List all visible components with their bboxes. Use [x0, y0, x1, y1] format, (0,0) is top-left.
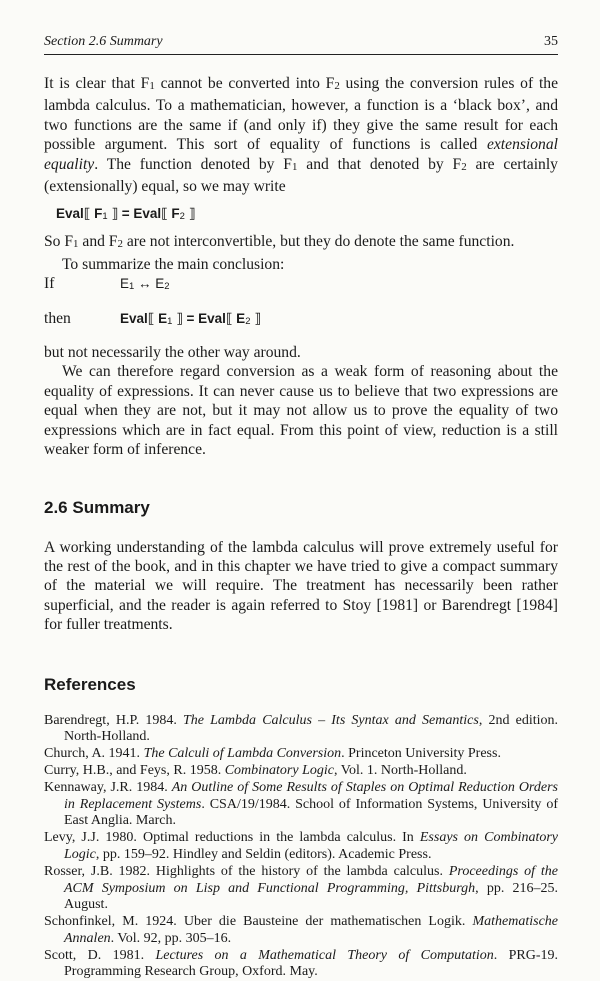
ref-author: Kennaway, J.R. 1984.	[44, 779, 172, 795]
text-span: using the conversion rules of the lambda calculus. To a mathematician, however, a function is a ‘black box’, and two functions are the same if (and only if) they give the same result for each possible argument. This sort of equality of functions is called	[44, 75, 558, 154]
ref-details: . Vol. 92, pp. 305–16.	[110, 930, 232, 946]
ref-title: Essays on Combinatory Logic	[64, 830, 559, 862]
ref-author: Church, A. 1941.	[44, 746, 144, 762]
page-body	[44, 74, 558, 981]
text-span: It is clear that F	[44, 75, 150, 92]
reference-item	[44, 780, 558, 830]
subscript: 2	[461, 160, 467, 173]
reference-item	[44, 948, 558, 981]
subscript: 1	[149, 80, 155, 92]
ref-details: , 2nd edition. North-Holland.	[64, 712, 558, 745]
summary-paragraph: A working understanding of the lambda calculus will prove extremely useful for the rest of the book, and in this chapter we have tried to give a compact summary of the material we will require. The treatment has necessarily been rather superficial, and the reader is again referred to Stoy [1981] or Barendregt [1984] for fuller treatments.	[44, 538, 558, 634]
ref-title: The Calculi of Lambda Conversion	[143, 746, 342, 762]
reference-item	[44, 713, 558, 747]
ref-title: Lectures on a Mathematical Theory of Computation	[155, 947, 494, 963]
if-label: If	[44, 275, 55, 293]
subscript: 2	[179, 211, 185, 223]
ref-author: Barendregt, H.P. 1984.	[44, 712, 183, 728]
running-header	[44, 34, 558, 55]
eq-part: ⟧ = Eval⟦ F	[107, 206, 180, 222]
eq-part: Eval⟦ E	[120, 310, 168, 326]
paragraph-summarize: To summarize the main conclusion:	[62, 255, 285, 273]
ref-details: , Vol. 1. North-Holland.	[333, 762, 467, 778]
ref-title: Mathematische Annalen	[64, 914, 558, 946]
eq-part: E	[120, 276, 130, 292]
reference-item	[44, 830, 558, 864]
ref-details: , pp. 216–25. August.	[64, 880, 558, 913]
then-expression	[120, 309, 261, 331]
eq-part: ⟧ = Eval⟦ E	[172, 310, 246, 326]
subscript: 2	[117, 238, 123, 251]
ref-details: . Princeton University Press.	[341, 746, 501, 762]
reference-list	[44, 713, 558, 981]
section-title: Section 2.6 Summary	[44, 34, 163, 49]
subscript: 1	[73, 238, 79, 251]
text-span: and F	[78, 233, 118, 251]
summary-heading: 2.6 Summary	[44, 497, 150, 517]
reference-item	[44, 746, 558, 763]
if-row	[44, 274, 558, 296]
ref-author: Curry, H.B., and Feys, R. 1958.	[44, 762, 225, 778]
text-span: are not interconvertible, but they do denote the same function.	[122, 233, 515, 251]
text-span: and that denoted by F	[297, 155, 462, 173]
equation-eval	[56, 206, 558, 222]
subscript: 1	[102, 211, 108, 223]
reference-item	[44, 914, 558, 948]
then-label: then	[44, 309, 71, 327]
ref-author: Scott, D. 1981.	[44, 947, 156, 963]
eq-part: ⟧	[184, 206, 196, 222]
ref-title: The Lambda Calculus – Its Syntax and Semantics	[183, 712, 479, 728]
ref-title: An Outline of Some Results of Staples on Optimal Reduction Orders in Replacement Systems	[64, 779, 558, 812]
text-span: are certainly (extensionally) equal, so we may write	[44, 155, 558, 196]
ref-author: Schonfinkel, M. 1924. Uber die Bausteine der mathematischen Logik.	[44, 914, 473, 930]
paragraph-other-way: but not necessarily the other way around.	[44, 344, 301, 362]
ref-title: Combinatory Logic	[224, 762, 334, 778]
eq-part: Eval⟦ F	[56, 206, 103, 222]
text-span: cannot be converted into F	[154, 75, 335, 92]
then-row	[44, 309, 558, 331]
if-expression	[120, 274, 170, 296]
references-heading: References	[44, 674, 136, 694]
eq-part: ↔ E	[134, 276, 165, 292]
paragraph-weak-reasoning: We can therefore regard conversion as a weak form of reasoning about the equality of expressions. It can never cause us to believe that two expressions are equal when they are not, but it may not allow us to prove the equality of two expressions which are in fact equal. From this point of view, reduction is a still weaker form of inference.	[44, 363, 558, 459]
paragraph-conversion	[44, 74, 558, 196]
subscript: 2	[164, 281, 170, 293]
page-number: 35	[544, 34, 558, 49]
eq-part: ⟧	[250, 310, 261, 326]
ref-title: Proceedings of the ACM Symposium on Lisp and Functional Programming, Pittsburgh	[64, 863, 559, 896]
ref-details: . CSA/19/1984. School of Information Systems, University of East Anglia. March.	[64, 796, 558, 829]
subscript: 2	[245, 315, 251, 327]
reference-item	[44, 864, 558, 914]
subscript: 1	[167, 315, 173, 327]
ref-details: , pp. 159–92. Hindley and Seldin (editors). Academic Press.	[95, 846, 432, 862]
subscript: 1	[291, 160, 298, 173]
reference-item	[44, 763, 558, 780]
subscript: 1	[129, 281, 135, 293]
ref-author: Levy, J.J. 1980. Optimal reductions in the lambda calculus. In	[44, 830, 420, 846]
text-span: So F	[44, 233, 74, 251]
ref-author: Rosser, J.B. 1982. Highlights of the history of the lambda calculus.	[44, 863, 449, 879]
paragraph-interconvertible	[44, 232, 558, 254]
ref-details: . PRG-19. Programming Research Group, Oxford. May.	[64, 947, 559, 980]
subscript: 2	[334, 80, 340, 92]
text-span: . The function denoted by F	[94, 155, 292, 173]
emphasis: extensional equality	[44, 136, 558, 173]
